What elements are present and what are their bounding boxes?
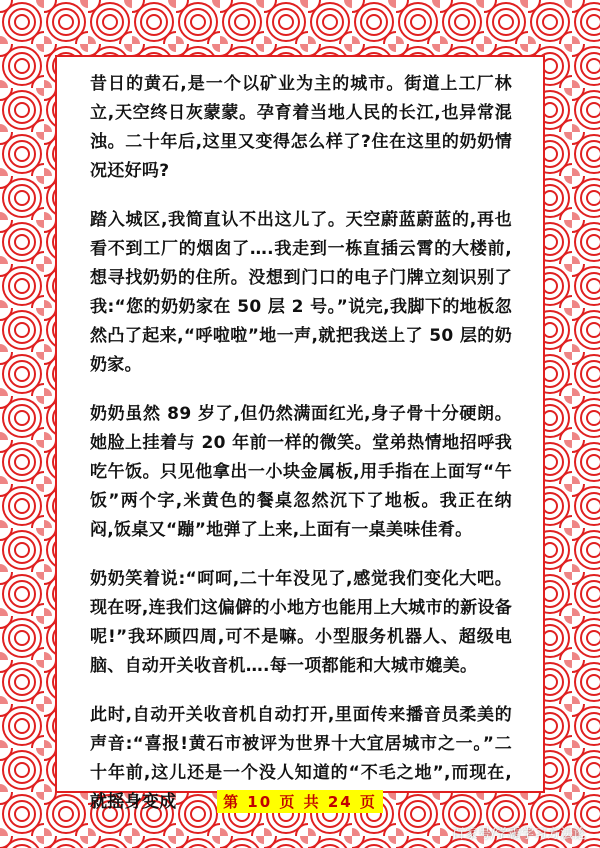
paragraph: 踏入城区,我简直认不出这儿了。天空蔚蓝蔚蓝的,再也看不到工厂的烟囱了….我走到一栋直插云霄的大楼前,想寻找奶奶的住所。没想到门口的电子门牌立刻识别了我:“您的奶奶家在 50 层 2 号。”说完,我脚下的地板忽然凸了起来,“呼啦啦”地一声,就把我送上了 50 层的奶奶家。 bbox=[90, 210, 512, 375]
article-body bbox=[90, 70, 512, 837]
paragraph: 奶奶虽然 89 岁了,但仍然满面红光,身子骨十分硬朗。她脸上挂着与 20 年前一样的微笑。堂弟热情地招呼我吃午饭。只见他拿出一小块金属板,用手指在上面写“午饭”两个字,米黄色的餐桌忽然沉下了地板。我正在纳闷,饭桌又“蹦”地弹了上来,上面有一桌美味佳肴。 bbox=[90, 404, 512, 540]
watermark: 百家号/学霸学习方法论 bbox=[451, 827, 586, 842]
paragraph: 此时,自动开关收音机自动打开,里面传来播音员柔美的声音:“喜报!黄石市被评为世界十大宜居城市之一。”二十年前,这儿还是一个没人知道的“不毛之地”,而现在,就摇身变成 bbox=[90, 705, 512, 812]
paragraph: 奶奶笑着说:“呵呵,二十年没见了,感觉我们变化大吧。现在呀,连我们这偏僻的小地方也能用上大城市的新设备呢!”我环顾四周,可不是嘛。小型服务机器人、超级电脑、自动开关收音机….每一项都能和大城市媲美。 bbox=[90, 569, 512, 676]
page-footer bbox=[0, 790, 600, 813]
page-number: 第 10 页 共 24 页 bbox=[217, 790, 383, 813]
paragraph: 昔日的黄石,是一个以矿业为主的城市。街道上工厂林立,天空终日灰蒙蒙。孕育着当地人民的长江,也异常混浊。二十年后,这里又变得怎么样了?住在这里的奶奶情况还好吗? bbox=[90, 74, 512, 181]
